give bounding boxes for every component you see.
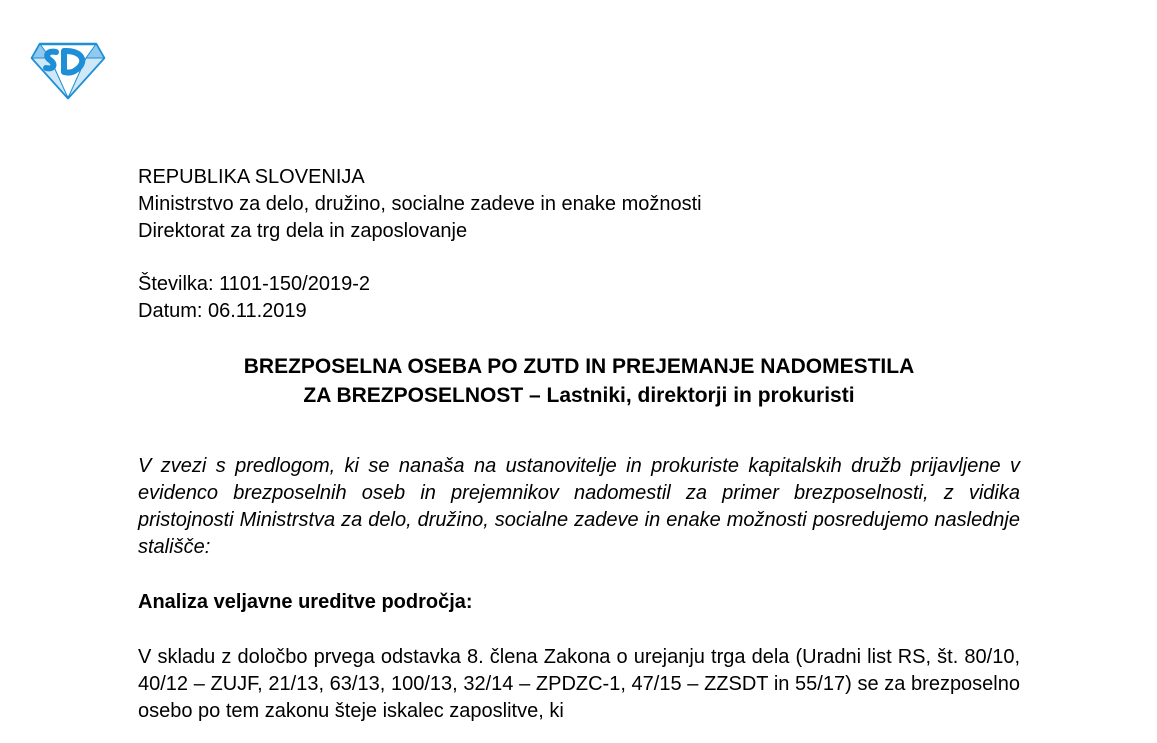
title-line-1: BREZPOSELNA OSEBA PO ZUTD IN PREJEMANJE NADOMESTILA <box>243 355 915 378</box>
letterhead-ministry: Ministrstvo za delo, družino, socialne zadeve in enake možnosti <box>138 193 702 215</box>
letterhead <box>138 164 1020 245</box>
title-line-2: ZA BREZPOSELNOST – Lastniki, direktorji in prokuristi <box>303 384 855 407</box>
document-body <box>138 164 1020 725</box>
document-number: Številka: 1101-150/2019-2 <box>138 273 371 295</box>
body-paragraph: V skladu z določbo prvega odstavka 8. člena Zakona o urejanju trga dela (Uradni list RS, št. 80/10, 40/12 – ZUJF, 21/13, 63/13, 100/13, 32/14 – ZPDZC-1, 47/15 – ZZSDT in 55/17) se za brezposelno osebo po tem zakonu šteje iskalec zaposlitve, ki <box>138 646 1020 722</box>
sd-diamond-logo-icon <box>30 40 106 100</box>
section-heading: Analiza veljavne ureditve področja: <box>138 591 473 613</box>
intro-paragraph: V zvezi s predlogom, ki se nanaša na ustanovitelje in prokuriste kapitalskih družb prijavljene v evidenco brezposelnih oseb in prejemnikov nadomestil za primer brezposelnosti, z vidika pristojnosti Ministrstva za delo, družino, socialne zadeve in enake možnosti posredujemo naslednje stališče: <box>138 455 1020 558</box>
document-title <box>138 352 1020 410</box>
letterhead-directorate: Direktorat za trg dela in zaposlovanje <box>138 220 468 242</box>
document-meta <box>138 271 1020 325</box>
letterhead-country: REPUBLIKA SLOVENIJA <box>138 166 365 188</box>
document-date: Datum: 06.11.2019 <box>138 300 307 322</box>
